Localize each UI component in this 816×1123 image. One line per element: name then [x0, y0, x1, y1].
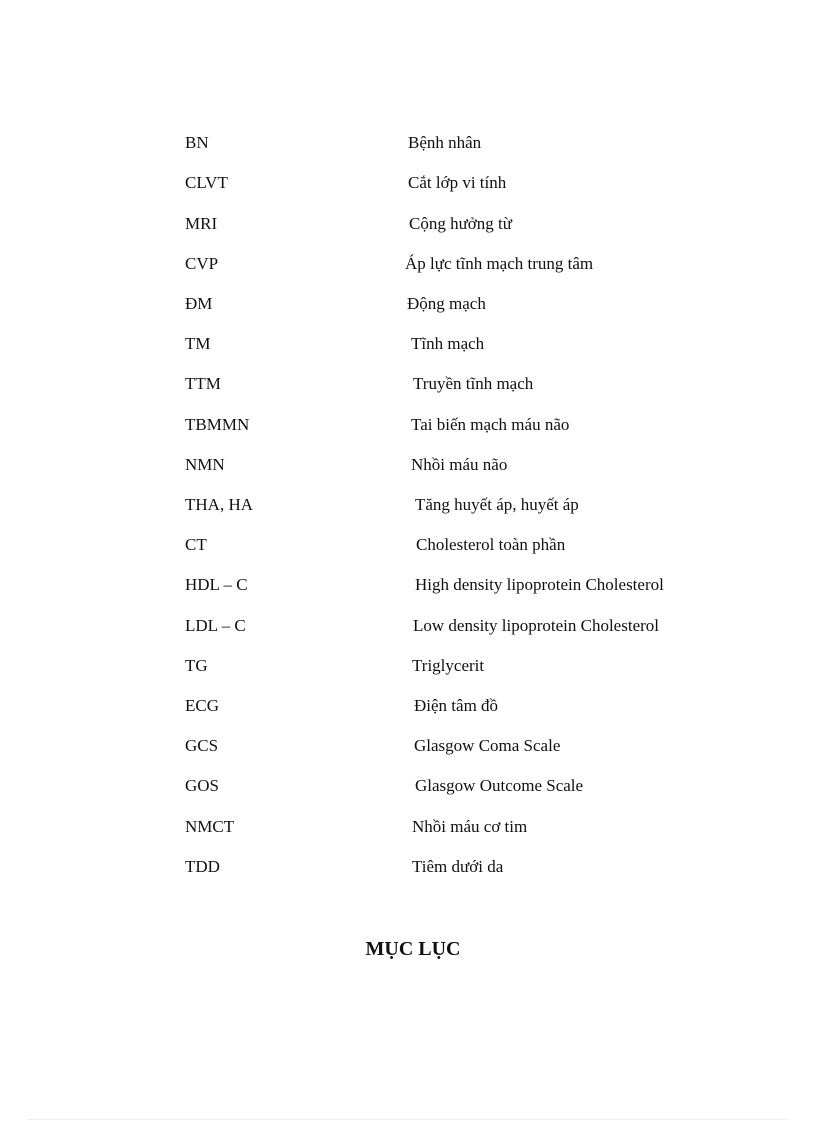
abbreviation-meaning: Tĩnh mạch	[411, 334, 485, 353]
page-bottom-divider	[28, 1119, 788, 1120]
abbreviation-term: HDL – C	[185, 575, 248, 594]
abbreviation-meaning: Nhồi máu não	[411, 455, 508, 474]
abbreviation-meaning: Cắt lớp vi tính	[408, 173, 507, 192]
abbreviation-row	[0, 169, 816, 197]
abbreviation-term: NMCT	[185, 817, 235, 836]
abbreviation-meaning: Tiêm dưới da	[412, 857, 504, 876]
abbreviation-meaning: Low density lipoprotein Cholesterol	[413, 616, 659, 635]
abbreviation-term: GCS	[185, 736, 219, 755]
abbreviation-term: TDD	[185, 857, 220, 876]
abbreviation-term: ECG	[185, 696, 219, 715]
abbreviation-row	[0, 210, 816, 238]
abbreviation-meaning: Tai biến mạch máu não	[411, 415, 570, 434]
abbreviation-term: LDL – C	[185, 616, 246, 635]
abbreviation-term: TBMMN	[185, 415, 250, 434]
abbreviation-row	[0, 772, 816, 800]
abbreviation-term: CLVT	[185, 173, 228, 192]
abbreviation-term: THA, HA	[185, 495, 253, 514]
abbreviation-row	[0, 531, 816, 559]
abbreviation-meaning: Bệnh nhân	[408, 133, 482, 152]
abbreviation-meaning: Cộng hưởng từ	[409, 214, 512, 233]
abbreviation-meaning: High density lipoprotein Cholesterol	[415, 575, 664, 594]
abbreviation-term: BN	[185, 133, 209, 152]
abbreviation-term: TG	[185, 656, 208, 675]
abbreviation-term: CVP	[185, 254, 219, 273]
table-of-contents-heading: MỤC LỤC	[365, 938, 461, 960]
abbreviation-term: NMN	[185, 455, 225, 474]
abbreviation-meaning: Nhồi máu cơ tim	[412, 817, 528, 836]
abbreviation-row	[0, 652, 816, 680]
abbreviation-row	[0, 250, 816, 278]
abbreviation-term: MRI	[185, 214, 218, 233]
abbreviation-row	[0, 612, 816, 640]
abbreviation-meaning: Cholesterol toàn phần	[416, 535, 566, 554]
abbreviation-term: TM	[185, 334, 211, 353]
abbreviation-meaning: Truyền tĩnh mạch	[413, 374, 534, 393]
abbreviation-meaning: Glasgow Coma Scale	[414, 736, 561, 755]
abbreviation-row	[0, 491, 816, 519]
abbreviation-meaning: Glasgow Outcome Scale	[415, 776, 584, 795]
abbreviation-row	[0, 411, 816, 439]
abbreviation-row	[0, 692, 816, 720]
abbreviation-meaning: Triglycerit	[412, 656, 485, 675]
abbreviation-row	[0, 451, 816, 479]
abbreviation-row	[0, 571, 816, 599]
abbreviation-meaning: Động mạch	[407, 294, 486, 313]
abbreviation-row	[0, 853, 816, 881]
abbreviation-row	[0, 813, 816, 841]
abbreviation-row	[0, 129, 816, 157]
abbreviation-term: TTM	[185, 374, 221, 393]
abbreviation-term: ĐM	[185, 294, 213, 313]
abbreviation-meaning: Tăng huyết áp, huyết áp	[415, 495, 579, 514]
abbreviation-row	[0, 370, 816, 398]
abbreviation-row	[0, 290, 816, 318]
abbreviation-row	[0, 732, 816, 760]
abbreviation-term: CT	[185, 535, 207, 554]
abbreviation-meaning: Áp lực tĩnh mạch trung tâm	[405, 254, 594, 273]
abbreviation-row	[0, 330, 816, 358]
abbreviation-meaning: Điện tâm đồ	[414, 696, 499, 715]
abbreviation-term: GOS	[185, 776, 220, 795]
